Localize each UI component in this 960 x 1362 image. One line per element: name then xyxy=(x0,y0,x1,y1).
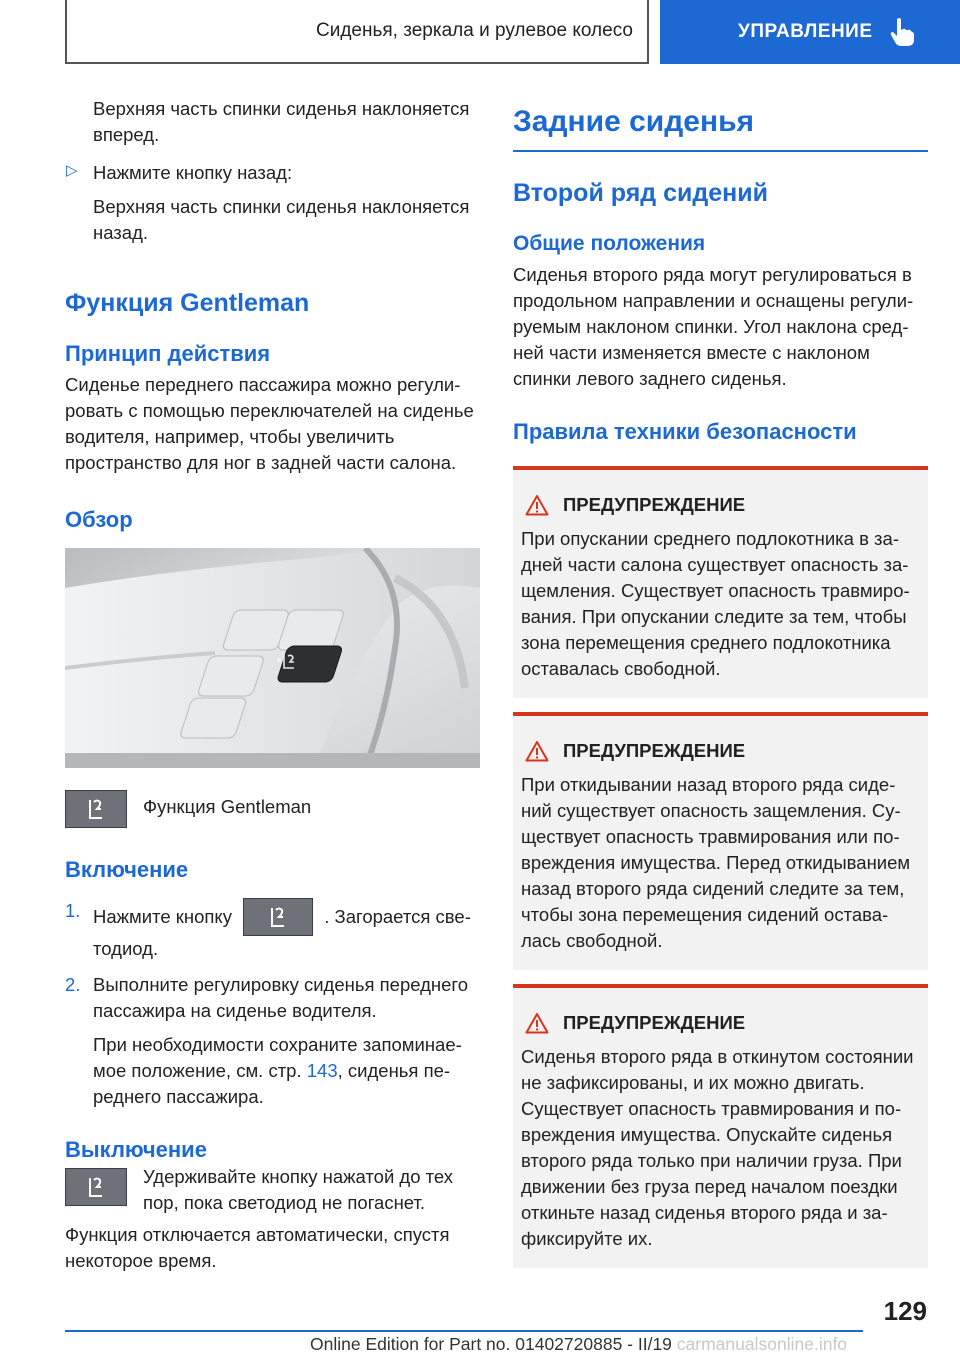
chapter-label: УПРАВЛЕНИЕ xyxy=(738,21,873,42)
gentleman-button-icon xyxy=(65,790,127,828)
edition-text: Online Edition for Part no. 01402720885 - II/19 xyxy=(310,1334,672,1354)
text-principle: Сиденье переднего пассажира можно регулировать с помощью переключателей на сиденье водителя, например, чтобы увеличить пространство для ног в задней части салона. xyxy=(65,374,474,473)
page-link-143[interactable]: 143 xyxy=(306,1060,338,1081)
heading-gentleman: Функция Gentleman xyxy=(65,289,310,317)
switch-off-row xyxy=(65,1168,480,1216)
warning-title-3: ПРЕДУПРЕЖДЕНИЕ xyxy=(525,1010,916,1036)
text-general: Сиденья второго ряда могут регулироваться в продольном направлении и оснащены регулируемым наклоном спинки. Угол наклона средней части изменяется вместе с наклоном спинки левого заднего сиденья. xyxy=(513,264,914,389)
warning-triangle-icon xyxy=(525,740,549,762)
warning-title-2: ПРЕДУПРЕЖДЕНИЕ xyxy=(525,738,916,764)
gentleman-button-icon-off xyxy=(65,1168,127,1206)
gentleman-button-inline-icon xyxy=(243,898,313,936)
warning-triangle-icon xyxy=(525,494,549,516)
step-2-number: 2. xyxy=(65,974,81,995)
step-press-back xyxy=(65,160,480,186)
text-tilt-forward: Верхняя часть спинки сиденья наклоняется вперед. xyxy=(93,98,470,145)
step-1-text-a: Нажмите кнопку xyxy=(93,906,232,927)
text-auto-off: Функция отключается автоматически, спустя некоторое время. xyxy=(65,1224,450,1271)
warning-text-3: Сиденья второго ряда в откинутом состоянии не зафиксированы, и их можно двигать. Существует опасность травмирования и повреждения имущества. Опускайте сиденья второго ряда только при наличии груза. При движении без груза перед началом поездки откиньте назад сиденья второго ряда и зафиксируйте их. xyxy=(521,1046,914,1249)
page-number: 129 xyxy=(883,1296,927,1326)
switch-off-text: Удерживайте кнопку нажатой до тех пор, пока светодиод не погаснет. xyxy=(143,1166,454,1213)
step-2-text: Выполните регулировку сиденья переднего пассажира на сиденье водителя. xyxy=(93,974,469,1021)
heading-overview: Обзор xyxy=(65,507,133,532)
watermark-text: carmanualsonline.info xyxy=(676,1334,848,1354)
footer-edition xyxy=(310,1334,847,1355)
header-section-title xyxy=(65,0,649,64)
warning-box-3 xyxy=(513,984,928,1268)
warning-box-1 xyxy=(513,466,928,698)
warning-triangle-icon xyxy=(525,1012,549,1034)
step-1 xyxy=(65,898,480,962)
figure-caption xyxy=(65,790,480,828)
warning-box-2 xyxy=(513,712,928,970)
step-2 xyxy=(65,972,480,1110)
warning-title-1: ПРЕДУПРЕЖДЕНИЕ xyxy=(525,492,916,518)
warning-text-2: При откидывании назад второго ряда сидений существует опасность защемления. Существует опасность травмирования или повреждения имущества. Перед откидыванием назад второго ряда сидений следите за тем, чтобы зона перемещения сидений оставалась свободной. xyxy=(521,774,911,951)
footer-rule xyxy=(65,1330,863,1332)
step-press-back-text: Нажмите кнопку назад: xyxy=(93,162,293,183)
heading-second-row: Второй ряд сидений xyxy=(513,179,768,207)
step-1-text-b: . Загорается светодиод. xyxy=(93,906,471,959)
step-2-note xyxy=(93,1032,480,1110)
gentleman-switch-photo xyxy=(65,548,480,768)
heading-switch-on: Включение xyxy=(65,857,189,882)
heading-principle: Принцип действия xyxy=(65,341,271,366)
header-chapter-tab[interactable] xyxy=(660,0,960,64)
hand-pointer-icon xyxy=(889,17,915,47)
triangle-bullet-icon: ▷ xyxy=(66,162,78,179)
right-column xyxy=(513,96,928,1268)
warning-text-1: При опускании среднего подлокотника в задней части салона существует опасность защемления. Существует опасность травмирования. При опускании следите за тем, чтобы зона перемещения среднего подлокотника оставалась свободной. xyxy=(521,528,910,679)
heading-rule xyxy=(513,150,928,152)
step-2-note-a: При необходимости сохраните запоминаемое положение, см. стр. xyxy=(93,1034,462,1081)
left-column xyxy=(65,96,480,1274)
step-1-number: 1. xyxy=(65,900,81,921)
section-title: Сиденья, зеркала и рулевое колесо xyxy=(316,20,633,41)
heading-safety: Правила техники безопасности xyxy=(513,419,857,444)
heading-general: Общие положения xyxy=(513,232,706,255)
heading-rear-seats: Задние сиденья xyxy=(513,105,755,138)
heading-switch-off: Выключение xyxy=(65,1137,207,1162)
step-2-note-b: , сиденья переднего пассажира. xyxy=(93,1060,451,1107)
text-tilt-back: Верхняя часть спинки сиденья наклоняется назад. xyxy=(93,196,470,243)
caption-text: Функция Gentleman xyxy=(143,796,312,817)
